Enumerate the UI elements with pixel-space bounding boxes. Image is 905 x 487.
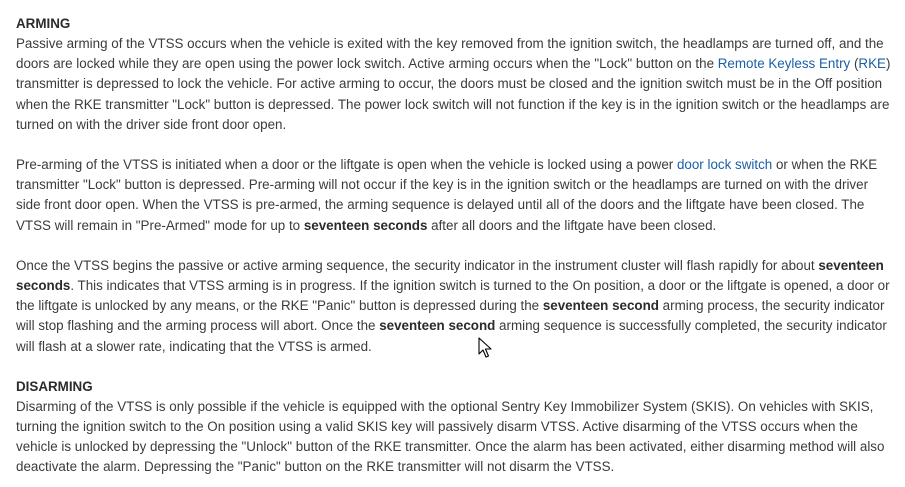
arming-paragraph-3: [16, 256, 896, 357]
door-lock-switch-link[interactable]: door lock switch: [676, 157, 773, 173]
text-run: arming process, the security indicator will stop flashing and the arming process will abort. Once the: [16, 298, 885, 334]
paragraph-spacer: [16, 135, 896, 155]
remote-keyless-entry-link[interactable]: Remote Keyless Entry: [717, 56, 851, 72]
paragraph-spacer: [16, 357, 896, 377]
text-run: ) transmitter is depressed to lock the vehicle. For active arming to occur, the doors must be closed and the ignition switch must be in the Off position when the RKE transmitter "Lock" button is depressed. The power lock switch will not function if the key is in the ignition switch or the headlamps are turned on with the driver side front door open.: [16, 56, 891, 132]
rke-link[interactable]: RKE: [858, 56, 886, 72]
arming-paragraph-1: [16, 34, 896, 135]
disarming-heading: DISARMING: [16, 378, 93, 394]
disarming-paragraph-1: Disarming of the VTSS is only possible if the vehicle is equipped with the optional Sentry Key Immobilizer System (SKIS). On vehicles with SKIS, turning the ignition switch to the On position using a valid SKIS key will passively disarm VTSS. Active disarming of the VTSS occurs when the vehicle is unlocked by depressing the "Unlock" button of the RKE transmitter. Once the alarm has been activated, either disarming method will also deactivate the alarm. Depressing the "Panic" button on the RKE transmitter will not disarm the VTSS.: [16, 398, 885, 475]
arming-paragraph-2: [16, 155, 896, 236]
paragraph-spacer: [16, 236, 896, 256]
text-run: Pre-arming of the VTSS is initiated when a door or the liftgate is open when the vehicle is locked using a power: [16, 157, 677, 173]
mouse-pointer-icon: [478, 337, 492, 359]
text-run: Once the VTSS begins the passive or active arming sequence, the security indicator in the instrument cluster will flash rapidly for about: [16, 257, 819, 273]
text-run: or when the RKE transmitter "Lock" button is depressed. Pre-arming will not occur if the key is in the ignition switch or the headlamps are turned on with the driver side front door open. When the VTSS is pre-armed, the arming sequence is delayed until all of the doors and the liftgate have been closed. The VTSS will remain in "Pre-Armed" mode for up to: [16, 157, 878, 233]
emphasis-text: seventeen second: [379, 318, 496, 334]
emphasis-text: seventeen second: [542, 298, 659, 314]
emphasis-text: seventeen seconds: [303, 217, 428, 233]
document-body: [16, 14, 896, 478]
text-run: (: [850, 56, 859, 72]
text-run: after all doors and the liftgate have been closed.: [427, 217, 717, 233]
text-run: arming sequence is successfully completed, the security indicator will flash at a slower rate, indicating that the VTSS is armed.: [16, 318, 887, 354]
text-run: . This indicates that VTSS arming is in progress. If the ignition switch is turned to the On position, a door or the liftgate is opened, a door or the liftgate is unlocked by any means, or the RKE "Panic" button is depressed during the: [16, 278, 890, 314]
emphasis-text: seventeen seconds: [16, 257, 884, 294]
text-run: Passive arming of the VTSS occurs when the vehicle is exited with the key removed from the ignition switch, the headlamps are turned off, and the doors are locked while they are open using the power lock switch. Active arming occurs when the "Lock" button on the: [16, 36, 884, 72]
arming-heading: ARMING: [16, 16, 71, 31]
